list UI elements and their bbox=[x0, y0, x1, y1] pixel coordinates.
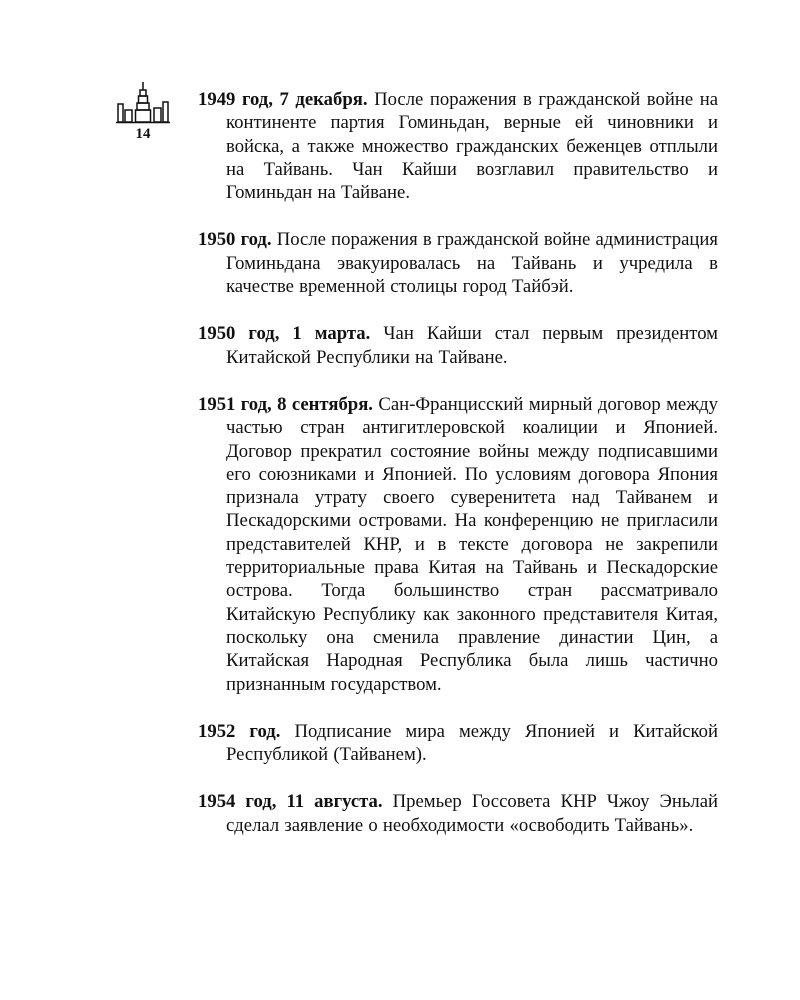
entry-text: Подписание мира между Японией и Китайской Республикой (Тайванем). bbox=[226, 720, 719, 766]
chronology-entry bbox=[198, 720, 718, 767]
entry-text: Премьер Госсовета КНР Чжоу Эньлай сделал заявление о необходимости «освободить Тайвань». bbox=[226, 791, 719, 836]
chronology-entry bbox=[198, 790, 718, 837]
entry-date: 1950 год. bbox=[198, 229, 272, 251]
entry-date: 1950 год, 1 марта. bbox=[198, 323, 371, 345]
entry-text: Сан-Францисский мирный договор между частью стран антигитлеровской коалиции и Японией. Договор прекратил состояние войны между подписавшими его союзниками и Японией. По условиям договора Япония признала утрату своего суверенитета над Тайванем и Пескадорскими островами. На конференцию не пригласили представителей КНР, и в тексте договора не закрепили территориальные права Китая на Тайвань и Пескадорские острова. Тогда большинство стран рассматривало Китайскую Республику как законного представителя Китая, поскольку она сменила правление династии Цин, а Китайская Народная Республика была лишь частично признанным государством. bbox=[226, 393, 718, 695]
chronology-entry bbox=[198, 88, 718, 204]
chronology-entry bbox=[198, 228, 718, 298]
entry-date: 1949 год, 7 декабря. bbox=[198, 89, 368, 110]
entry-text: Чан Кайши стал первым президентом Китайской Республики на Тайване. bbox=[226, 323, 719, 368]
entry-text: После поражения в гражданской войне на континенте партия Гоминьдан, верные ей чиновники и войска, а также множество гражданских беженцев отплыли на Тайвань. Чан Кайши возглавил правительство и Гоминьдан на Тайване. bbox=[226, 89, 719, 204]
chronology-entry bbox=[198, 393, 718, 696]
chronology-list bbox=[198, 88, 718, 861]
entry-date: 1954 год, 11 августа. bbox=[198, 791, 383, 813]
chronology-entry bbox=[198, 322, 718, 369]
page-header bbox=[112, 80, 174, 142]
entry-date: 1952 год. bbox=[198, 720, 281, 742]
skyline-icon bbox=[116, 80, 170, 124]
page-number: 14 bbox=[135, 126, 151, 142]
entry-date: 1951 год, 8 сентября. bbox=[198, 393, 373, 415]
entry-text: После поражения в гражданской войне администрация Гоминьдана эвакуировалась на Тайвань и учредила в качестве временной столицы город Тайбэй. bbox=[226, 229, 718, 298]
